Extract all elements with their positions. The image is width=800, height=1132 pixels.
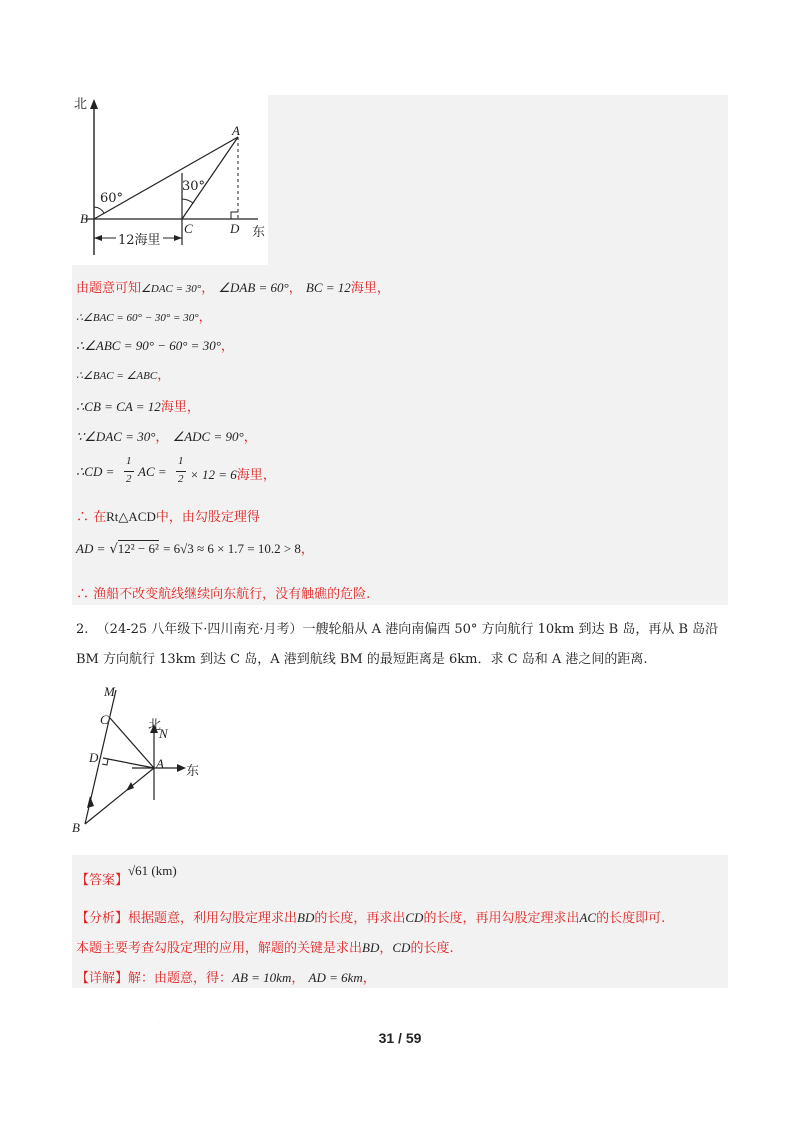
fig1-point-a: A: [232, 123, 240, 138]
fig2-point-b: B: [72, 820, 80, 835]
solution-line-5: ∴CB = CA = 12海里，: [76, 399, 200, 415]
figure-1: [72, 95, 268, 265]
detail-line: 【详解】解：由题意，得：AB = 10km， AD = 6km，: [76, 970, 376, 986]
fig2-point-a: A: [156, 756, 164, 771]
analysis-line-2: 本题主要考查勾股定理的应用，解题的关键是求出BD，CD的长度.: [76, 940, 454, 956]
fraction-bar: [124, 471, 134, 472]
fig1-point-d: D: [230, 221, 240, 236]
solution-line-8: ∴ 在Rt△ACD中，由勾股定理得: [76, 509, 260, 525]
problem-2-line-2: BM 方向航行 13km 到达 C 岛，A 港到航线 BM 的最短距离是 6km．求 C 岛和 A 港之间的距离.: [76, 652, 648, 667]
fig1-distance-label: 12海里: [116, 229, 163, 248]
fig2-point-m: M: [104, 684, 115, 699]
fig1-angle-30: 30°: [182, 179, 206, 194]
solution-line-10: ∴ 渔船不改变航线继续向东航行，没有触礁的危险.: [76, 587, 371, 602]
solution-line-4: ∴∠BAC = ∠ABC，: [76, 368, 171, 383]
solution-line-2: ∴∠BAC = 60° − 30° = 30°，: [76, 310, 212, 325]
fraction-bar: [176, 471, 186, 472]
fig1-east-label: 东: [252, 225, 266, 240]
fig1-point-b: B: [80, 211, 88, 226]
solution-line-3: ∴∠ABC = 90° − 60° = 30°，: [76, 338, 234, 354]
fig1-point-c: C: [184, 221, 193, 236]
fig2-north-label: 北: [148, 718, 162, 733]
analysis-line-1: 【分析】根据题意，利用勾股定理求出BD的长度，再求出CD的长度，再用勾股定理求出AC的长度即可.: [76, 910, 666, 926]
fig2-point-n: N: [159, 726, 168, 741]
fig2-east-label: 东: [186, 764, 200, 779]
fig2-point-c: C: [100, 712, 109, 727]
fig2-point-d: D: [89, 750, 99, 765]
fig1-north-label: 北: [74, 97, 88, 112]
page-number: 31 / 59: [378, 1030, 422, 1046]
figure-2: [70, 680, 210, 840]
answer-line: 【答案】√61 (km): [76, 863, 177, 888]
figure-1-diagram: [72, 95, 268, 265]
problem-2-line-1: 2. （24-25 八年级下·四川南充·月考）一艘轮船从 A 港向南偏西 50° 方向航行 10km 到达 B 岛，再从 B 岛沿: [76, 622, 719, 637]
fig1-angle-60: 60°: [100, 191, 124, 206]
solution-line-9: AD = √12² − 6² = 6√3 ≈ 6 × 1.7 = 10.2 > 8，: [76, 541, 314, 557]
solution-line-6: ∵∠DAC = 30°， ∠ADC = 90°，: [76, 429, 257, 445]
tiny-mark: ·: [158, 1020, 160, 1025]
solution-line-1: 由题意可知∠DAC = 30°， ∠DAB = 60°， BC = 12海里，: [76, 280, 390, 296]
